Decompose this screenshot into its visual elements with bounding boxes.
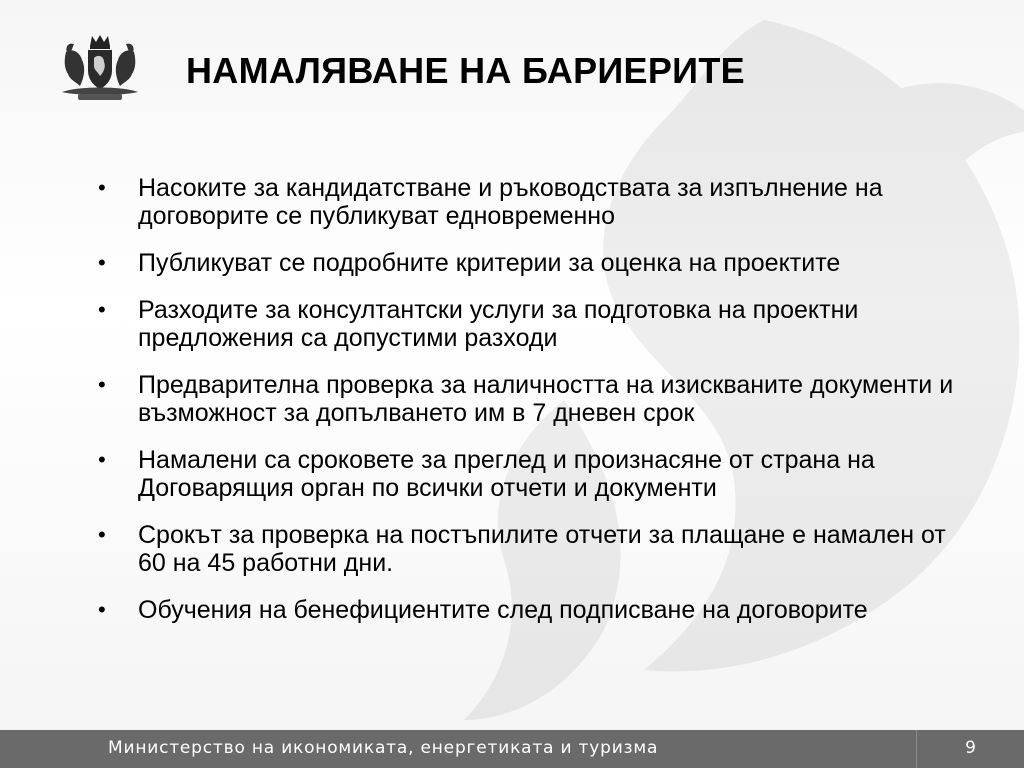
list-item <box>96 371 976 427</box>
page-title: НАМАЛЯВАНЕ НА БАРИЕРИТЕ <box>186 50 745 91</box>
bullet-dot: • <box>98 522 106 547</box>
bullet-dot: • <box>98 250 106 275</box>
bullet-dot: • <box>98 447 106 472</box>
page-number: 9 <box>965 738 976 758</box>
list-item-text: Предварителна проверка за наличността на изискваните документи и възможност за допълването им в 7 дневен срок <box>138 371 954 427</box>
list-item <box>96 296 976 352</box>
list-item-text: Публикуват се подробните критерии за оценка на проектите <box>138 249 841 277</box>
bullet-dot: • <box>98 372 106 397</box>
bulgarian-coat-of-arms-icon <box>58 32 142 104</box>
list-item <box>96 174 976 230</box>
list-item <box>96 521 976 577</box>
list-item <box>96 596 976 624</box>
list-item-text: Срокът за проверка на постъпилите отчети за плащане е намален от 60 на 45 работни дни. <box>138 521 946 577</box>
bullet-dot: • <box>98 597 106 622</box>
list-item-text: Намалени са сроковете за преглед и произнасяне от страна на Договарящия орган по всички отчети и документи <box>138 446 875 502</box>
list-item <box>96 249 976 277</box>
list-item-text: Обучения на бенефициентите след подписване на договорите <box>138 596 868 624</box>
list-item-text: Насоките за кандидатстване и ръководствата за изпълнение на договорите се публикуват едновременно <box>138 174 883 230</box>
footer-divider <box>916 730 917 768</box>
footer-ministry-name: Министерство на икономиката, енергетиката и туризма <box>108 738 659 758</box>
list-item <box>96 446 976 502</box>
bullet-dot: • <box>98 297 106 322</box>
bullet-list <box>96 174 976 643</box>
bullet-dot: • <box>98 175 106 200</box>
list-item-text: Разходите за консултантски услуги за подготовка на проектни предложения са допустими разходи <box>138 296 859 352</box>
footer-bar <box>0 730 1024 768</box>
